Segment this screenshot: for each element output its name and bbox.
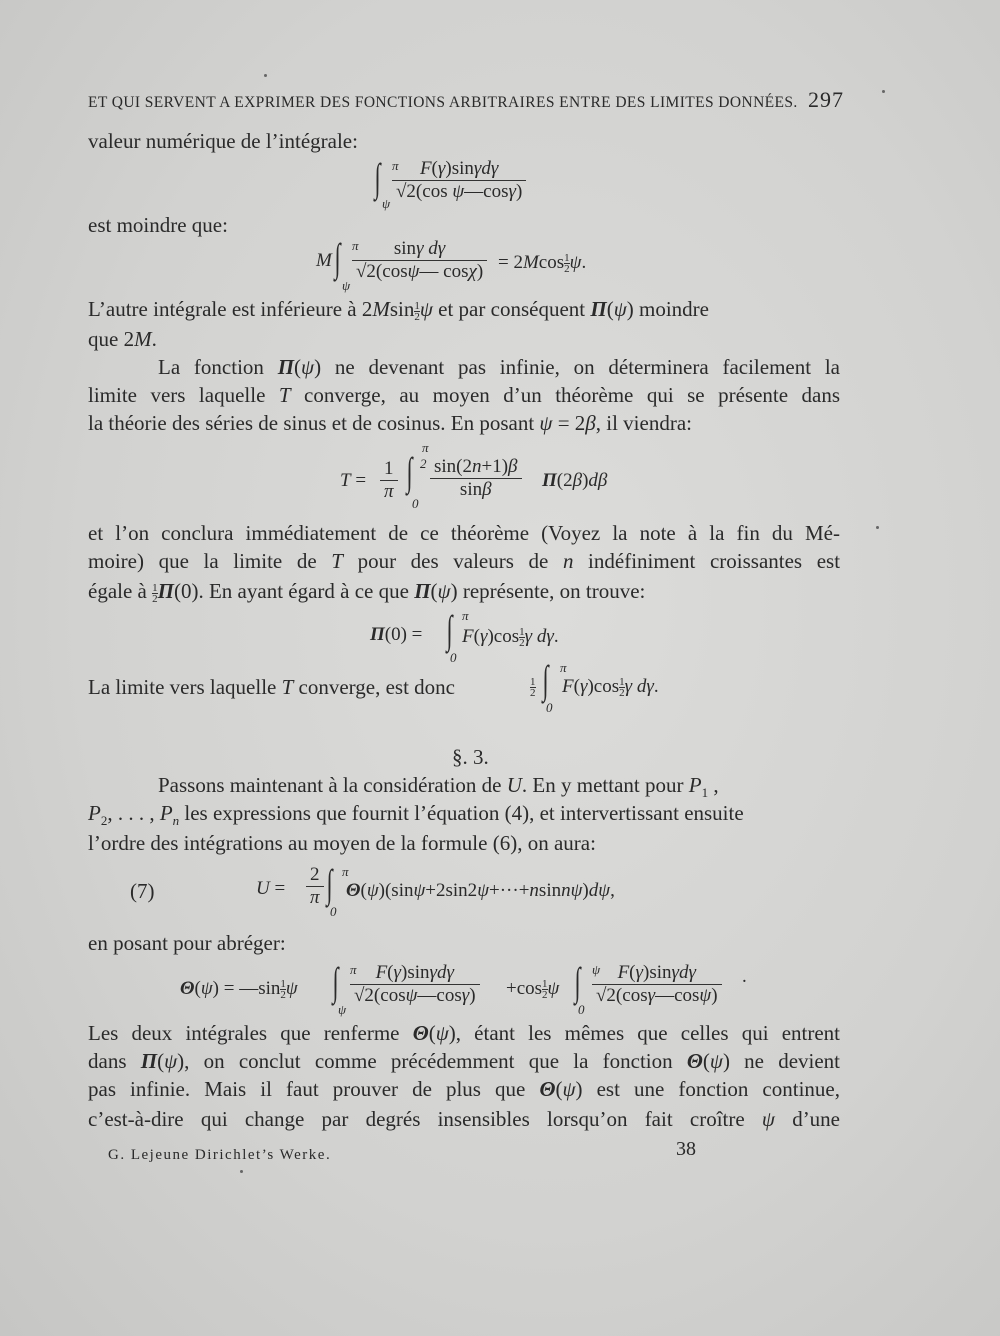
- text-line: l’ordre des intégrations au moyen de la formule (6), on aura:: [88, 831, 596, 855]
- text-line: La limite vers laquelle T converge, est donc: [88, 675, 456, 699]
- equation-label: (7): [130, 879, 155, 903]
- text-line: La fonction Π(ψ) ne devenant pas infinie, on déterminera facilement la: [158, 355, 840, 379]
- footer-works-title: G. Lejeune Dirichlet’s Werke.: [108, 1147, 332, 1163]
- text-line: pas infinie. Mais il faut prouver de plus que Θ(ψ) est une fonction continue,: [88, 1077, 840, 1101]
- text-line: que 2M.: [88, 327, 157, 351]
- scan-speck: [264, 74, 267, 77]
- text-line: valeur numérique de l’intégrale:: [88, 129, 358, 153]
- scan-speck: [240, 1170, 243, 1173]
- scanned-page: ET QUI SERVENT A EXPRIMER DES FONCTIONS ARBITRAIRES ENTRE DES LIMITES DONNÉES. 297 valeur numérique de l’intégrale: ∫ π ψ $\frac{\text{F(γ)sinγdγ}}{\text{√2(cos ψ—cosγ)}}$ est moindre que: M ∫ π ψ $\frac{\text{sinγ dγ}}{√2(\cos\psi— \cos\chi)}$ = 2Mcos $\frac{1}{2}$ ψ. L’autre intégrale est inférieure à 2Msin $\frac{1}{2}$ ψ et par conséquent Π(ψ) moindre que 2M. La fonction Π(ψ) ne devenant pas infinie, on déterminera facilement la limite vers laquelle T converge, au moyen d’un théorème qui se présente dans la théorie des séries de sinus et de cosinus. En posant ψ = 2β, il viendra: T = $\frac{1}{\pi}$ ∫ π 2 0 $\frac{\sin(2n+1)\beta}{\sin\beta}$ Π(2β)dβ et l’on conclura immédiatement de ce théorème (Voyez la note à la fin du Mé- moire) que la limite de T pour des valeurs de n indéfiniment croissantes est égale à $\frac{1}{2}$ Π(0). En ayant égard à ce que Π(ψ) représente, on trouve: Π(0) = ∫ π 0 F(γ)cos $\frac{1}{2}$ γ dγ. La limite vers laquelle T converge, est donc $\frac{1}{2}$ ∫ π 0 F(γ)cos $\frac{1}{2}$ γ dγ. §. 3. Passons maintenant à la considération de U. En y mettant pour $P_1$ , $P_2$, . . . , $P_n$ les expressions que fournit l’équation (4), et intervertissant ensuite l’ordre des intégrations au moyen de la formule (6), on aura: (7) U = $\frac{2}{\pi}$ ∫ π 0 Θ(ψ)(sinψ+2sin2ψ+···+nsinnψ)dψ, en posant pour abréger: Θ(ψ) = —sin $\frac{1}{2}$ ψ ∫ π ψ $\frac{\text{F(γ)sinγdγ}}{√2(\cos\psi—\cos\gamma)}$ +cos $\frac{1}{2}$ ψ ∫ ψ 0 $\frac{\text{F(γ)sinγdγ}}{√2(\cos\gamma—\cos\psi)}$ . Les deux intégrales que renferme Θ(ψ), étant les mêmes que celles qui entrent dans Π(ψ), on conclut comme précédemment que la fonction Θ(ψ) ne devient pas infinie. Mais il faut prouver de plus que Θ(ψ) est une fonction continue, c’est-à-dire qui change par degrés insensibles lorsqu’on fait croître ψ d’une G. Lejeune Dirichlet’s Werke. 38: [0, 0, 1000, 1336]
- text-line: en posant pour abréger:: [88, 931, 286, 955]
- text-line: et l’on conclura immédiatement de ce théorème (Voyez la note à la fin du Mé-: [88, 521, 840, 545]
- text-line: égale à $\frac{1}{2}$ Π(0). En ayant égard à ce que Π(ψ) représente, on trouve:: [88, 579, 646, 605]
- text-line: est moindre que:: [88, 213, 228, 237]
- section-heading: §. 3.: [452, 745, 489, 769]
- footer-sheet-number: 38: [676, 1138, 696, 1160]
- running-title: ET QUI SERVENT A EXPRIMER DES FONCTIONS ARBITRAIRES ENTRE DES LIMITES DONNÉES.: [88, 94, 798, 111]
- scan-speck: [882, 90, 885, 93]
- text-line: Les deux intégrales que renferme Θ(ψ), étant les mêmes que celles qui entrent: [88, 1021, 841, 1045]
- text-line: la théorie des séries de sinus et de cosinus. En posant ψ = 2β, il viendra:: [88, 411, 692, 435]
- text-line: $P_2$, . . . , $P_n$ les expressions que fournit l’équation (4), et intervertissant ensuite: [88, 801, 744, 829]
- scan-speck: [876, 526, 879, 529]
- text-line: c’est-à-dire qui change par degrés insensibles lorsqu’on fait croître ψ d’une: [88, 1107, 841, 1131]
- text-line: moire) que la limite de T pour des valeurs de n indéfiniment croissantes est: [88, 549, 841, 573]
- page-number: 297: [808, 87, 844, 112]
- text-line: limite vers laquelle T converge, au moyen d’un théorème qui se présente dans: [88, 383, 841, 407]
- text-line: Passons maintenant à la considération de U. En y mettant pour $P_1$ ,: [158, 773, 719, 801]
- text-line: L’autre intégrale est inférieure à 2Msin $\frac{1}{2}$ ψ et par conséquent Π(ψ) moindre: [88, 297, 709, 323]
- text-line: dans Π(ψ), on conclut comme précédemment que la fonction Θ(ψ) ne devient: [88, 1049, 841, 1073]
